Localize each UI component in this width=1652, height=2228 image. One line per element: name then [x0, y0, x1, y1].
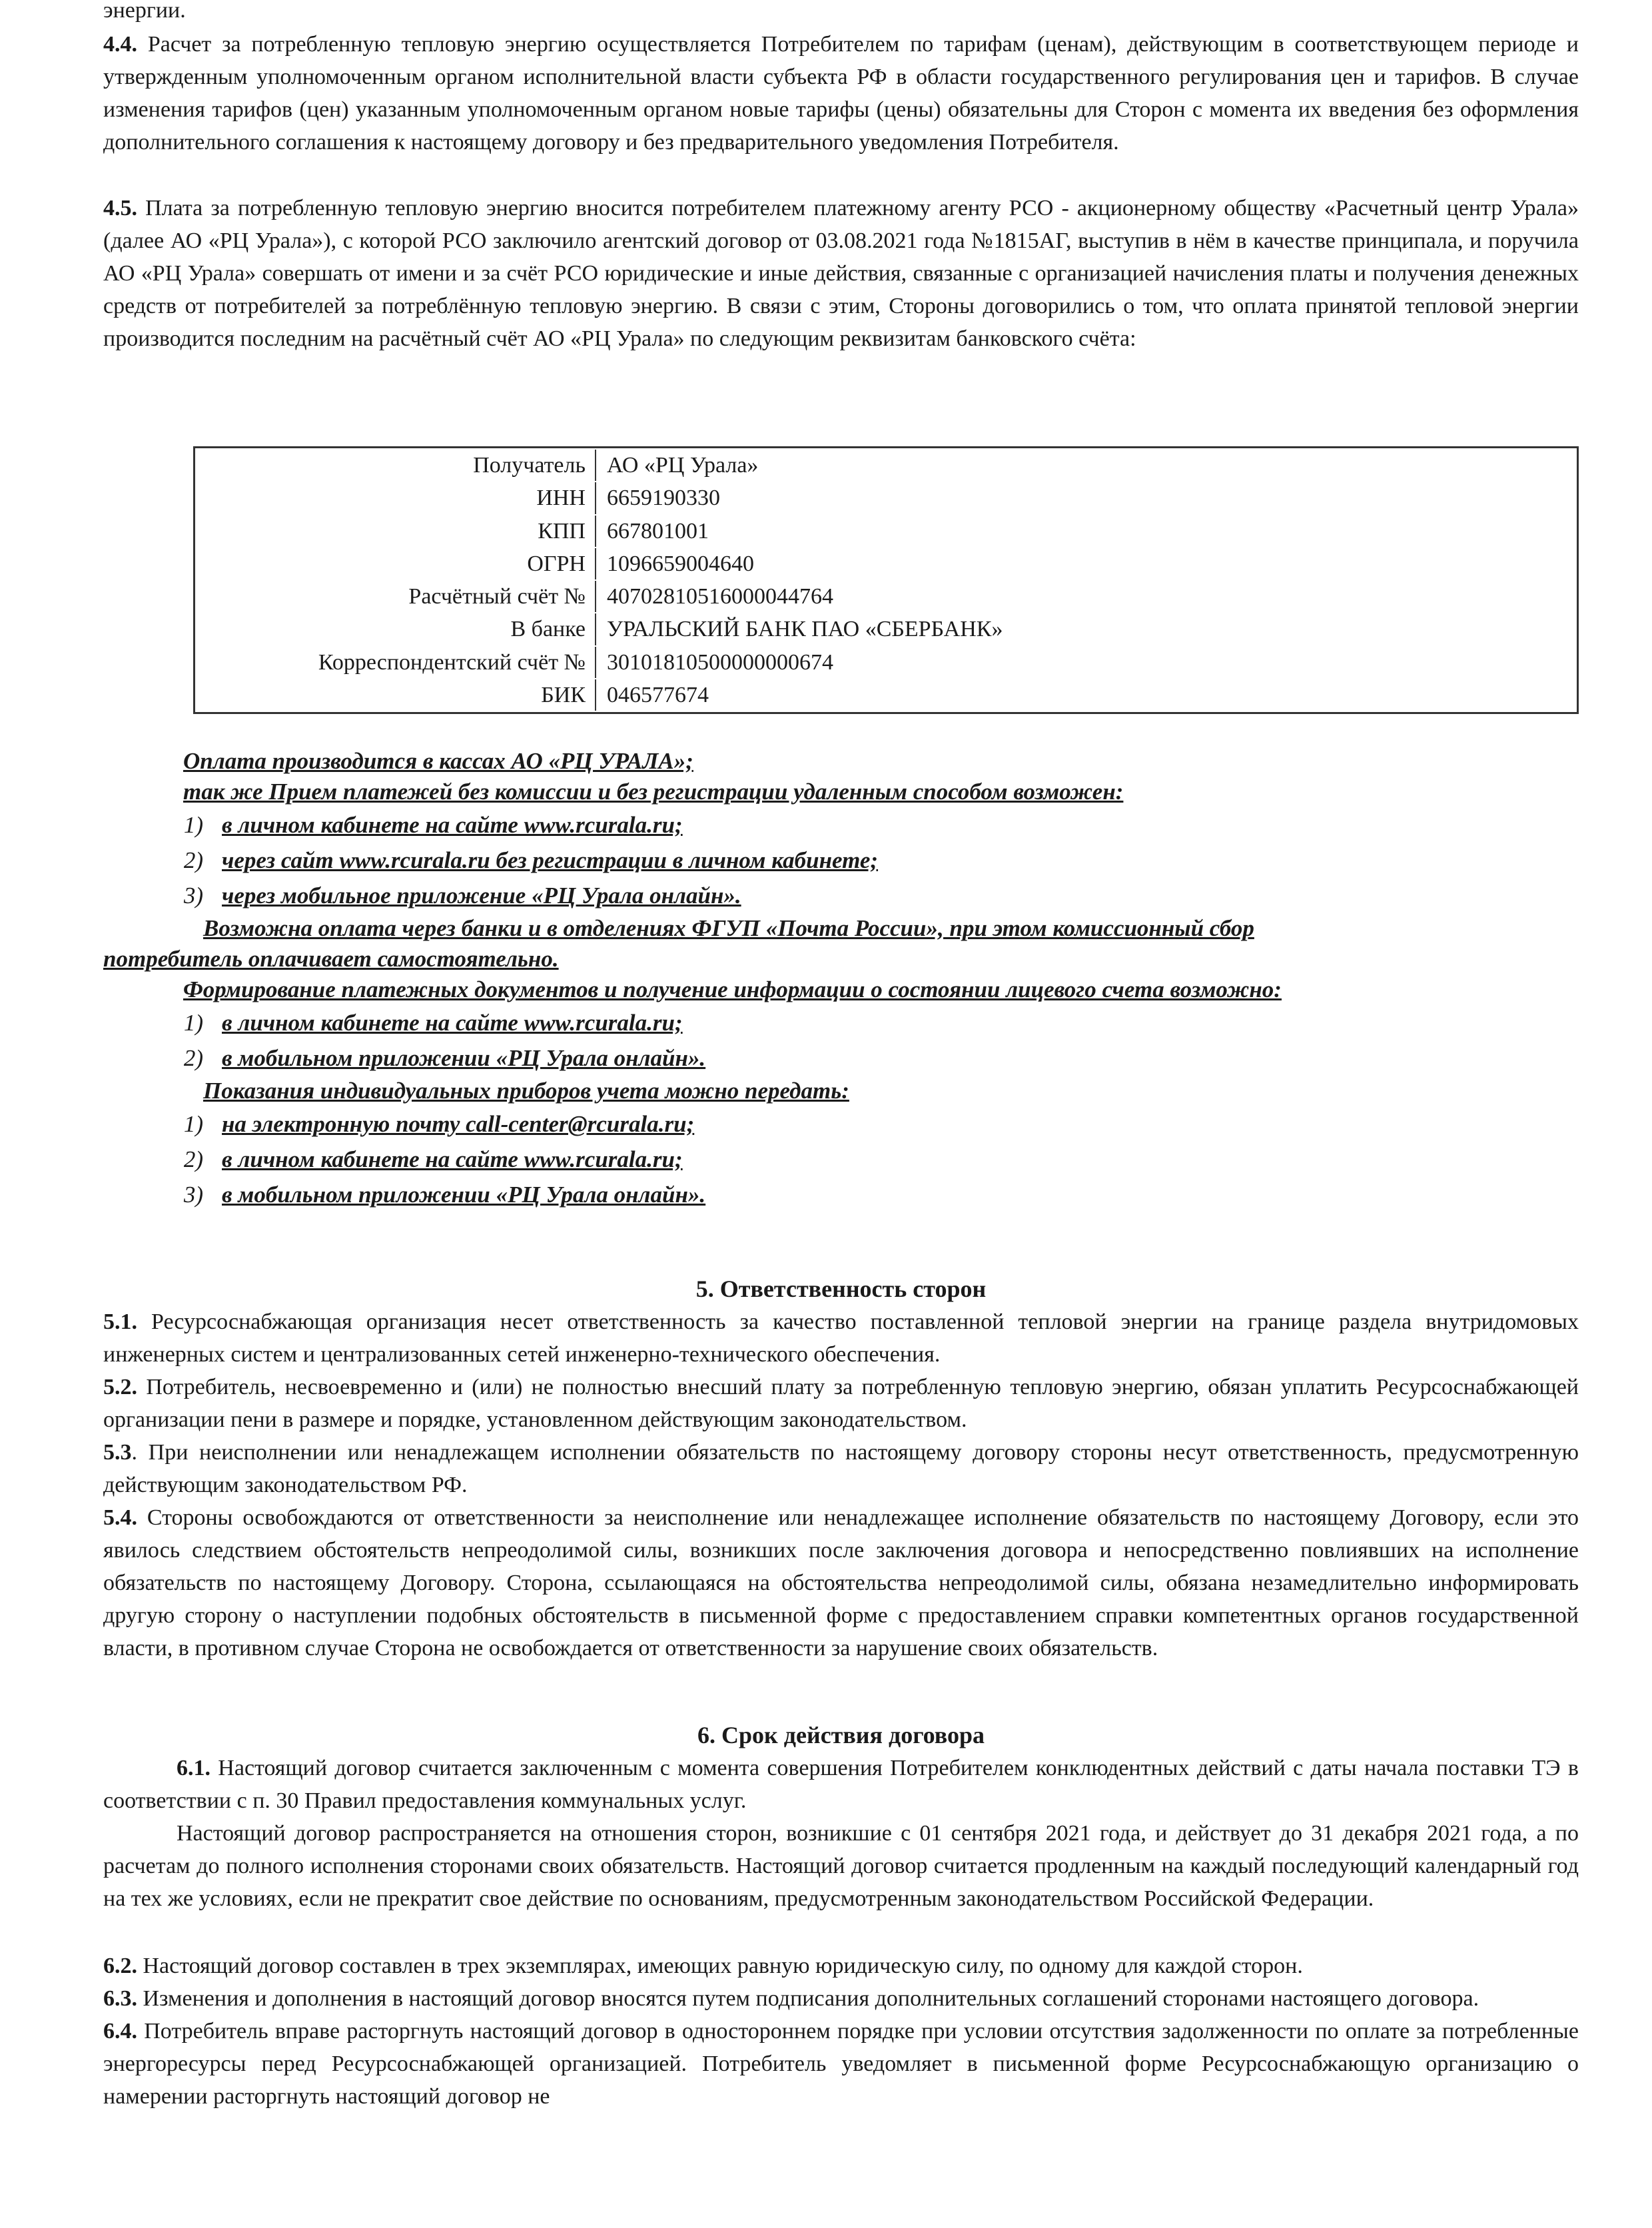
- clause-text: Ресурсоснабжающая организация несет ответственность за качество поставленной тепловой энергии на границе раздела внутридомовых инженерных систем и централизованных сетей инженерно-технического обеспечения.: [103, 1309, 1579, 1367]
- list-item-text: в личном кабинете на сайте www.rcurala.ru;: [222, 1146, 683, 1172]
- requisite-label: ИНН: [197, 482, 596, 514]
- list-item-number: 2): [183, 847, 203, 873]
- paragraph-6-3: [103, 1982, 1579, 2015]
- list-item-text: в мобильном приложении «РЦ Урала онлайн».: [222, 1182, 706, 1208]
- paragraph-6-4: [103, 2015, 1579, 2113]
- paragraph-fragment: энергии.: [103, 0, 186, 23]
- documents-title: Формирование платежных документов и получение информации о состоянии лицевого счета возможно:: [183, 976, 1282, 1002]
- section-5: [103, 1272, 1579, 1665]
- requisite-row: [197, 548, 1575, 579]
- paragraph-6-2: [103, 1950, 1579, 1982]
- requisite-label: Корреспондентский счёт №: [197, 647, 596, 678]
- clause-text: Потребитель вправе расторгнуть настоящий договор в одностороннем порядке при условии отсутствия задолженности по оплате за потребленные энергоресурсы перед Ресурсоснабжающей организацией. Потребитель уведомляет в письменной форме Ресурсоснабжающую организацию о намерении расторгнуть настоящий договор не: [103, 2019, 1579, 2109]
- paragraph-4-4: [103, 28, 1579, 159]
- clause-number: 6.4.: [103, 2019, 137, 2043]
- payment-remote-title: так же Прием платежей без комиссии и без регистрации удаленным способом возможен:: [183, 779, 1124, 805]
- requisite-label: Расчётный счёт №: [197, 581, 596, 612]
- clause-text: Изменения и дополнения в настоящий договор вносятся путем подписания дополнительных соглашений сторонами настоящего договора.: [137, 1986, 1479, 2011]
- documents-list: [103, 1005, 1579, 1076]
- clause-number: 4.4.: [103, 32, 137, 57]
- requisite-value: АО «РЦ Урала»: [607, 453, 759, 478]
- bank-payment-line-continued: потребитель оплачивает самостоятельно.: [103, 946, 559, 972]
- section-5-title: 5. Ответственность сторон: [695, 1276, 987, 1302]
- list-item: [103, 878, 1579, 913]
- section-6-title: 6. Срок действия договора: [697, 1722, 985, 1748]
- list-item-number: 1): [183, 1010, 203, 1036]
- list-item: [103, 1106, 1579, 1142]
- section-6: [103, 1718, 1579, 2113]
- clause-text: Настоящий договор составлен в трех экземплярах, имеющих равную юридическую силу, по одному для каждой сторон.: [137, 1954, 1303, 1978]
- list-item-number: 3): [183, 1182, 203, 1208]
- requisite-label: БИК: [197, 679, 596, 711]
- requisite-label: В банке: [197, 613, 596, 645]
- payment-methods-block: [103, 746, 1579, 1212]
- requisite-label: ОГРН: [197, 548, 596, 579]
- list-item: [103, 843, 1579, 878]
- list-item-text: в личном кабинете на сайте www.rcurala.ru;: [222, 812, 683, 838]
- paragraph-5-3: [103, 1436, 1579, 1501]
- clause-text: Настоящий договор считается заключенным с момента совершения Потребителем конклюдентных действий с даты начала поставки ТЭ в соответствии с п. 30 Правил предоставления коммунальных услуг.: [103, 1756, 1579, 1813]
- requisite-row: [197, 482, 1575, 514]
- requisite-row: [197, 613, 1575, 645]
- requisite-row: [197, 647, 1575, 678]
- requisite-value: 667801001: [607, 518, 709, 544]
- bank-payment-line: Возможна оплата через банки и в отделениях ФГУП «Почта России», при этом комиссионный сбор: [203, 915, 1254, 941]
- paragraph-6-1-continued: Настоящий договор распространяется на отношения сторон, возникшие с 01 сентября 2021 года, и действует до 31 декабря 2021 года, а по расчетам до полного исполнения сторонами своих обязательств. Настоящий договор считается продленным на каждый последующий календарный год на тех же условиях, если не прекратит свое действие по основаниям, предусмотренным законодательством Российской Федерации.: [103, 1821, 1579, 1911]
- list-item-text: через мобильное приложение «РЦ Урала онлайн».: [222, 883, 741, 909]
- clause-number: 6.1.: [177, 1756, 210, 1780]
- requisite-value: 30101810500000000674: [607, 649, 833, 675]
- clause-text: Расчет за потребленную тепловую энергию осуществляется Потребителем по тарифам (ценам), действующим в соответствующем периоде и утвержденным уполномоченным органом исполнительной власти субъекта РФ в области государственного регулирования цен и тарифов. В случае изменения тарифов (цен) указанным уполномоченным органом новые тарифы (цены) обязательны для Сторон с момента их введения без оформления дополнительного соглашения к настоящему договору и без предварительного уведомления Потребителя.: [103, 32, 1579, 155]
- list-item: [103, 1142, 1579, 1177]
- clause-number: 6.2.: [103, 1954, 137, 1978]
- requisite-value: 6659190330: [607, 486, 720, 511]
- requisite-row: [197, 516, 1575, 547]
- list-item-text: в личном кабинете на сайте www.rcurala.ru;: [222, 1010, 683, 1036]
- requisite-value: 1096659004640: [607, 551, 754, 576]
- clause-number: 5.3: [103, 1440, 132, 1465]
- paragraph-4-5: [103, 192, 1579, 355]
- list-item-number: 1): [183, 1111, 203, 1137]
- meters-list: [103, 1106, 1579, 1212]
- requisite-value: 40702810516000044764: [607, 584, 833, 609]
- list-item: [103, 1040, 1579, 1076]
- list-item-text: в мобильном приложении «РЦ Урала онлайн».: [222, 1045, 706, 1071]
- clause-number: 4.5.: [103, 196, 137, 220]
- requisite-row: [197, 679, 1575, 711]
- clause-number: 5.1.: [103, 1309, 137, 1334]
- payment-cashdesk-line: Оплата производится в кассах АО «РЦ УРАЛА»;: [183, 748, 693, 774]
- list-item-text: через сайт www.rcurala.ru без регистрации в личном кабинете;: [222, 847, 879, 873]
- bank-requisites-table: [193, 446, 1579, 714]
- remote-payment-list: [103, 807, 1579, 913]
- requisite-value: 046577674: [607, 682, 709, 707]
- list-item-number: 1): [183, 812, 203, 838]
- clause-number: 5.4.: [103, 1505, 137, 1530]
- list-item-number: 2): [183, 1146, 203, 1172]
- paragraph-5-4: [103, 1501, 1579, 1665]
- requisite-value: УРАЛЬСКИЙ БАНК ПАО «СБЕРБАНК»: [607, 617, 1003, 642]
- list-item-number: 3): [183, 883, 203, 909]
- paragraph-6-1: [103, 1752, 1579, 1817]
- list-item-text: на электронную почту call-center@rcurala.ru;: [222, 1111, 695, 1137]
- clause-number: 6.3.: [103, 1986, 137, 2011]
- clause-text: Плата за потребленную тепловую энергию вносится потребителем платежному агенту РСО - акционерному обществу «Расчетный центр Урала» (далее АО «РЦ Урала»), с которой РСО заключило агентский договор от 03.08.2021 года №1815АГ, выступив в нём в качестве принципала, и поручила АО «РЦ Урала» совершать от имени и за счёт РСО юридические и иные действия, связанные с организацией начисления платы и получения денежных средств от потребителей за потреблённую тепловую энергию. В связи с этим, Стороны договорились о том, что оплата принятой тепловой энергии производится последним на расчётный счёт АО «РЦ Урала» по следующим реквизитам банковского счёта:: [103, 196, 1579, 351]
- requisite-row: [197, 581, 1575, 612]
- clause-number: 5.2.: [103, 1375, 137, 1399]
- meters-title: Показания индивидуальных приборов учета можно передать:: [203, 1078, 849, 1104]
- clause-text: . При неисполнении или ненадлежащем исполнении обязательств по настоящему договору стороны несут ответственность, предусмотренную действующим законодательством РФ.: [103, 1440, 1579, 1497]
- requisite-label: Получатель: [197, 450, 596, 481]
- paragraph-5-2: [103, 1371, 1579, 1436]
- requisite-label: КПП: [197, 516, 596, 547]
- clause-text: Потребитель, несвоевременно и (или) не полностью внесший плату за потребленную тепловую энергию, обязан уплатить Ресурсоснабжающей организации пени в размере и порядке, установленном действующим законодательством.: [103, 1375, 1579, 1432]
- clause-text: Стороны освобождаются от ответственности за неисполнение или ненадлежащее исполнение обязательств по настоящему Договору, если это явилось следствием обстоятельств непреодолимой силы, возникших после заключения договора и непосредственно повлиявших на исполнение обязательств по настоящему Договору. Сторона, ссылающаяся на обстоятельства непреодолимой силы, обязана незамедлительно информировать другую сторону о наступлении подобных обстоятельств в письменной форме с предоставлением справки компетентных органов государственной власти, в противном случае Сторона не освобождается от ответственности за нарушение своих обязательств.: [103, 1505, 1579, 1661]
- list-item: [103, 807, 1579, 843]
- paragraph-5-1: [103, 1305, 1579, 1371]
- requisite-row: [197, 450, 1575, 481]
- list-item: [103, 1005, 1579, 1040]
- list-item: [103, 1177, 1579, 1212]
- list-item-number: 2): [183, 1045, 203, 1071]
